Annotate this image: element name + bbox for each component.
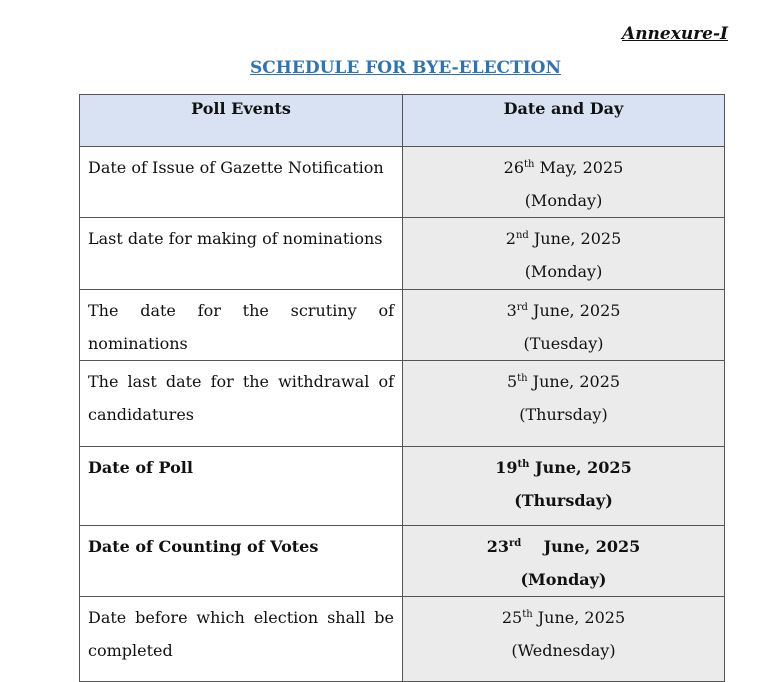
month-year: June, 2025 xyxy=(527,301,621,320)
date-number: 2 xyxy=(505,229,516,248)
date-number: 26 xyxy=(503,158,525,177)
date-cell xyxy=(403,361,725,447)
ordinal-suffix: th xyxy=(524,159,535,170)
poll-event-cell: Date of Poll xyxy=(80,447,403,526)
table-row xyxy=(80,361,725,447)
table-row xyxy=(80,290,725,361)
month-year: June, 2025 xyxy=(529,458,632,477)
weekday: (Monday) xyxy=(520,570,607,589)
date-line xyxy=(507,301,621,320)
date-line xyxy=(507,372,620,391)
header-date-and-day: Date and Day xyxy=(403,95,725,147)
date-cell xyxy=(403,218,725,290)
date-line xyxy=(487,537,641,556)
ordinal-suffix: rd xyxy=(516,302,528,313)
ordinal-suffix: th xyxy=(517,459,530,470)
date-line xyxy=(495,458,631,477)
poll-event-cell: Date of Issue of Gazette Notification xyxy=(80,147,403,218)
weekday: (Tuesday) xyxy=(523,334,604,353)
poll-event-cell: The last date for the withdrawal of candidatures xyxy=(80,361,403,447)
date-number: 5 xyxy=(506,372,518,391)
date-line xyxy=(506,229,622,248)
month-year: June, 2025 xyxy=(528,229,622,248)
weekday: (Monday) xyxy=(524,262,603,281)
date-line xyxy=(502,608,625,627)
table-row xyxy=(80,147,725,218)
weekday: (Wednesday) xyxy=(511,641,616,660)
date-number: 3 xyxy=(506,301,517,320)
date-number: 25 xyxy=(501,608,523,627)
document-title: SCHEDULE FOR BYE-ELECTION xyxy=(250,58,562,78)
date-cell xyxy=(403,147,725,218)
month-year: June, 2025 xyxy=(532,608,626,627)
weekday: (Thursday) xyxy=(514,491,613,510)
date-cell xyxy=(403,447,725,526)
annexure-label: Annexure-I xyxy=(622,24,729,44)
poll-event-cell: Date before which election shall be completed xyxy=(80,597,403,682)
table-row xyxy=(80,447,725,526)
poll-event-cell: The date for the scrutiny of nominations xyxy=(80,290,403,361)
ordinal-suffix: nd xyxy=(515,230,529,241)
date-number: 23 xyxy=(486,537,510,556)
poll-event-cell: Last date for making of nominations xyxy=(80,218,403,290)
schedule-table xyxy=(79,94,725,682)
month-year: June, 2025 xyxy=(521,537,641,556)
weekday: (Thursday) xyxy=(519,405,608,424)
date-number: 19 xyxy=(495,458,518,477)
table-row xyxy=(80,218,725,290)
date-cell xyxy=(403,526,725,597)
month-year: May, 2025 xyxy=(534,158,624,177)
table-row xyxy=(80,526,725,597)
date-line xyxy=(504,158,624,177)
date-cell xyxy=(403,597,725,682)
header-poll-events: Poll Events xyxy=(80,95,403,147)
ordinal-suffix: th xyxy=(522,609,533,620)
date-cell xyxy=(403,290,725,361)
weekday: (Monday) xyxy=(524,191,603,210)
month-year: June, 2025 xyxy=(527,372,621,391)
table-row xyxy=(80,597,725,682)
header-row xyxy=(80,95,725,147)
poll-event-cell: Date of Counting of Votes xyxy=(80,526,403,597)
ordinal-suffix: rd xyxy=(509,538,522,549)
ordinal-suffix: th xyxy=(517,373,528,384)
